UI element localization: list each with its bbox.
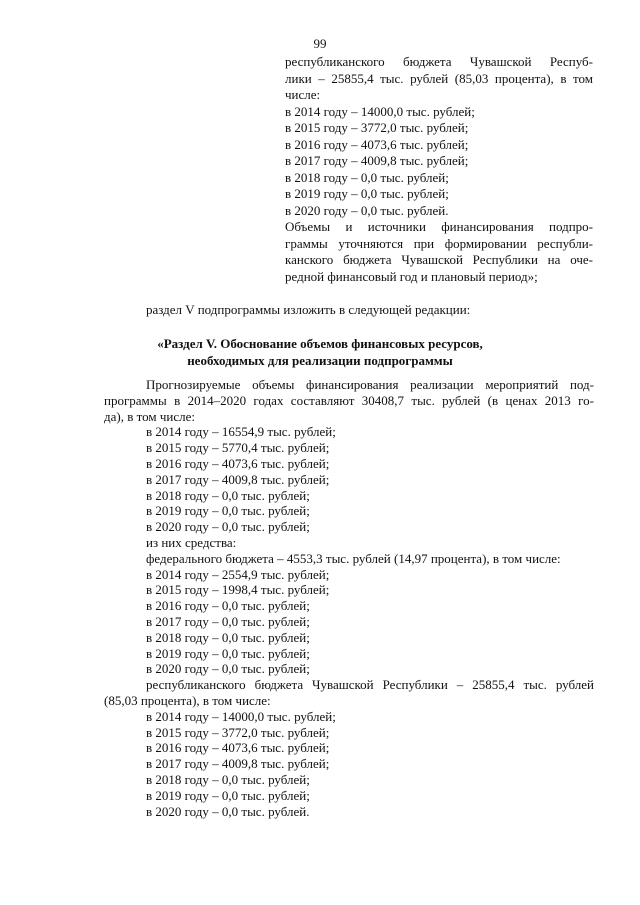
year-line: в 2018 году – 0,0 тыс. рублей; (146, 629, 310, 645)
year-line: в 2018 году – 0,0 тыс. рублей; (146, 771, 310, 787)
year-line: в 2018 году – 0,0 тыс. рублей; (285, 169, 449, 185)
year-line: в 2016 году – 4073,6 тыс. рублей; (146, 740, 330, 756)
text-line: да), в том числе: (104, 408, 195, 424)
year-line: в 2015 году – 1998,4 тыс. рублей; (146, 582, 330, 598)
year-line: в 2015 году – 3772,0 тыс. рублей; (146, 724, 330, 740)
year-line: в 2014 году – 2554,9 тыс. рублей; (146, 566, 330, 582)
text-line: Прогнозируемые объемы финансирования реализации мероприятий под- (146, 377, 594, 392)
section-body (104, 377, 594, 819)
amendment-instruction: раздел V подпрограммы изложить в следующей редакции: (146, 302, 471, 317)
text-line: редной финансовый год и плановый период»; (285, 268, 538, 284)
text-line: числе: (285, 87, 321, 102)
year-line: в 2019 году – 0,0 тыс. рублей; (146, 503, 310, 519)
text-line: республиканского бюджета Чувашской Респуб- (285, 54, 593, 69)
year-line: в 2014 году – 14000,0 тыс. рублей; (146, 708, 336, 724)
text-line: Объемы и источники финансирования подпро- (285, 219, 593, 234)
year-line: в 2018 году – 0,0 тыс. рублей; (146, 487, 310, 503)
year-line: в 2015 году – 5770,4 тыс. рублей; (146, 440, 330, 456)
page-number: 99 (313, 36, 327, 51)
year-line: в 2017 году – 4009,8 тыс. рублей; (285, 153, 469, 168)
year-line: в 2016 году – 4073,6 тыс. рублей; (146, 455, 330, 471)
year-line: в 2014 году – 14000,0 тыс. рублей; (285, 103, 475, 119)
text-line: республиканского бюджета Чувашской Республики – 25855,4 тыс. рублей (146, 677, 594, 693)
year-line: в 2019 году – 0,0 тыс. рублей; (146, 787, 310, 803)
previous-section-tail (285, 54, 593, 285)
year-line: в 2019 году – 0,0 тыс. рублей; (146, 645, 310, 661)
year-line: в 2016 году – 4073,6 тыс. рублей; (285, 136, 469, 152)
year-line: в 2020 году – 0,0 тыс. рублей. (146, 803, 310, 819)
year-line: в 2017 году – 4009,8 тыс. рублей; (146, 471, 330, 487)
section-title-line: «Раздел V. Обоснование объемов финансовых ресурсов, (157, 336, 483, 351)
text-line: канского бюджета Чувашской Республики на оче- (285, 252, 593, 267)
text-line: из них средства: (146, 534, 237, 550)
text-line: федерального бюджета – 4553,3 тыс. рублей (14,97 процента), в том числе: (146, 550, 561, 566)
text-line: граммы уточняются при формировании республи- (285, 235, 593, 251)
year-line: в 2019 году – 0,0 тыс. рублей; (285, 186, 449, 201)
text-line: программы в 2014–2020 годах составляют 30408,7 тыс. рублей (в ценах 2013 го- (104, 392, 594, 408)
year-line: в 2014 году – 16554,9 тыс. рублей; (146, 424, 336, 440)
year-line: в 2017 году – 4009,8 тыс. рублей; (146, 756, 330, 772)
text-line: лики – 25855,4 тыс. рублей (85,03 процента), в том (285, 70, 593, 86)
year-line: в 2017 году – 0,0 тыс. рублей; (146, 613, 310, 629)
section-title (0, 335, 640, 369)
year-line: в 2016 году – 0,0 тыс. рублей; (146, 598, 310, 614)
year-line: в 2015 году – 3772,0 тыс. рублей; (285, 120, 469, 135)
year-line: в 2020 году – 0,0 тыс. рублей; (146, 661, 310, 677)
text-line: (85,03 процента), в том числе: (104, 692, 271, 708)
section-title-line: необходимых для реализации подпрограммы (187, 353, 453, 368)
year-line: в 2020 году – 0,0 тыс. рублей. (285, 202, 449, 218)
year-line: в 2020 году – 0,0 тыс. рублей; (146, 519, 310, 535)
